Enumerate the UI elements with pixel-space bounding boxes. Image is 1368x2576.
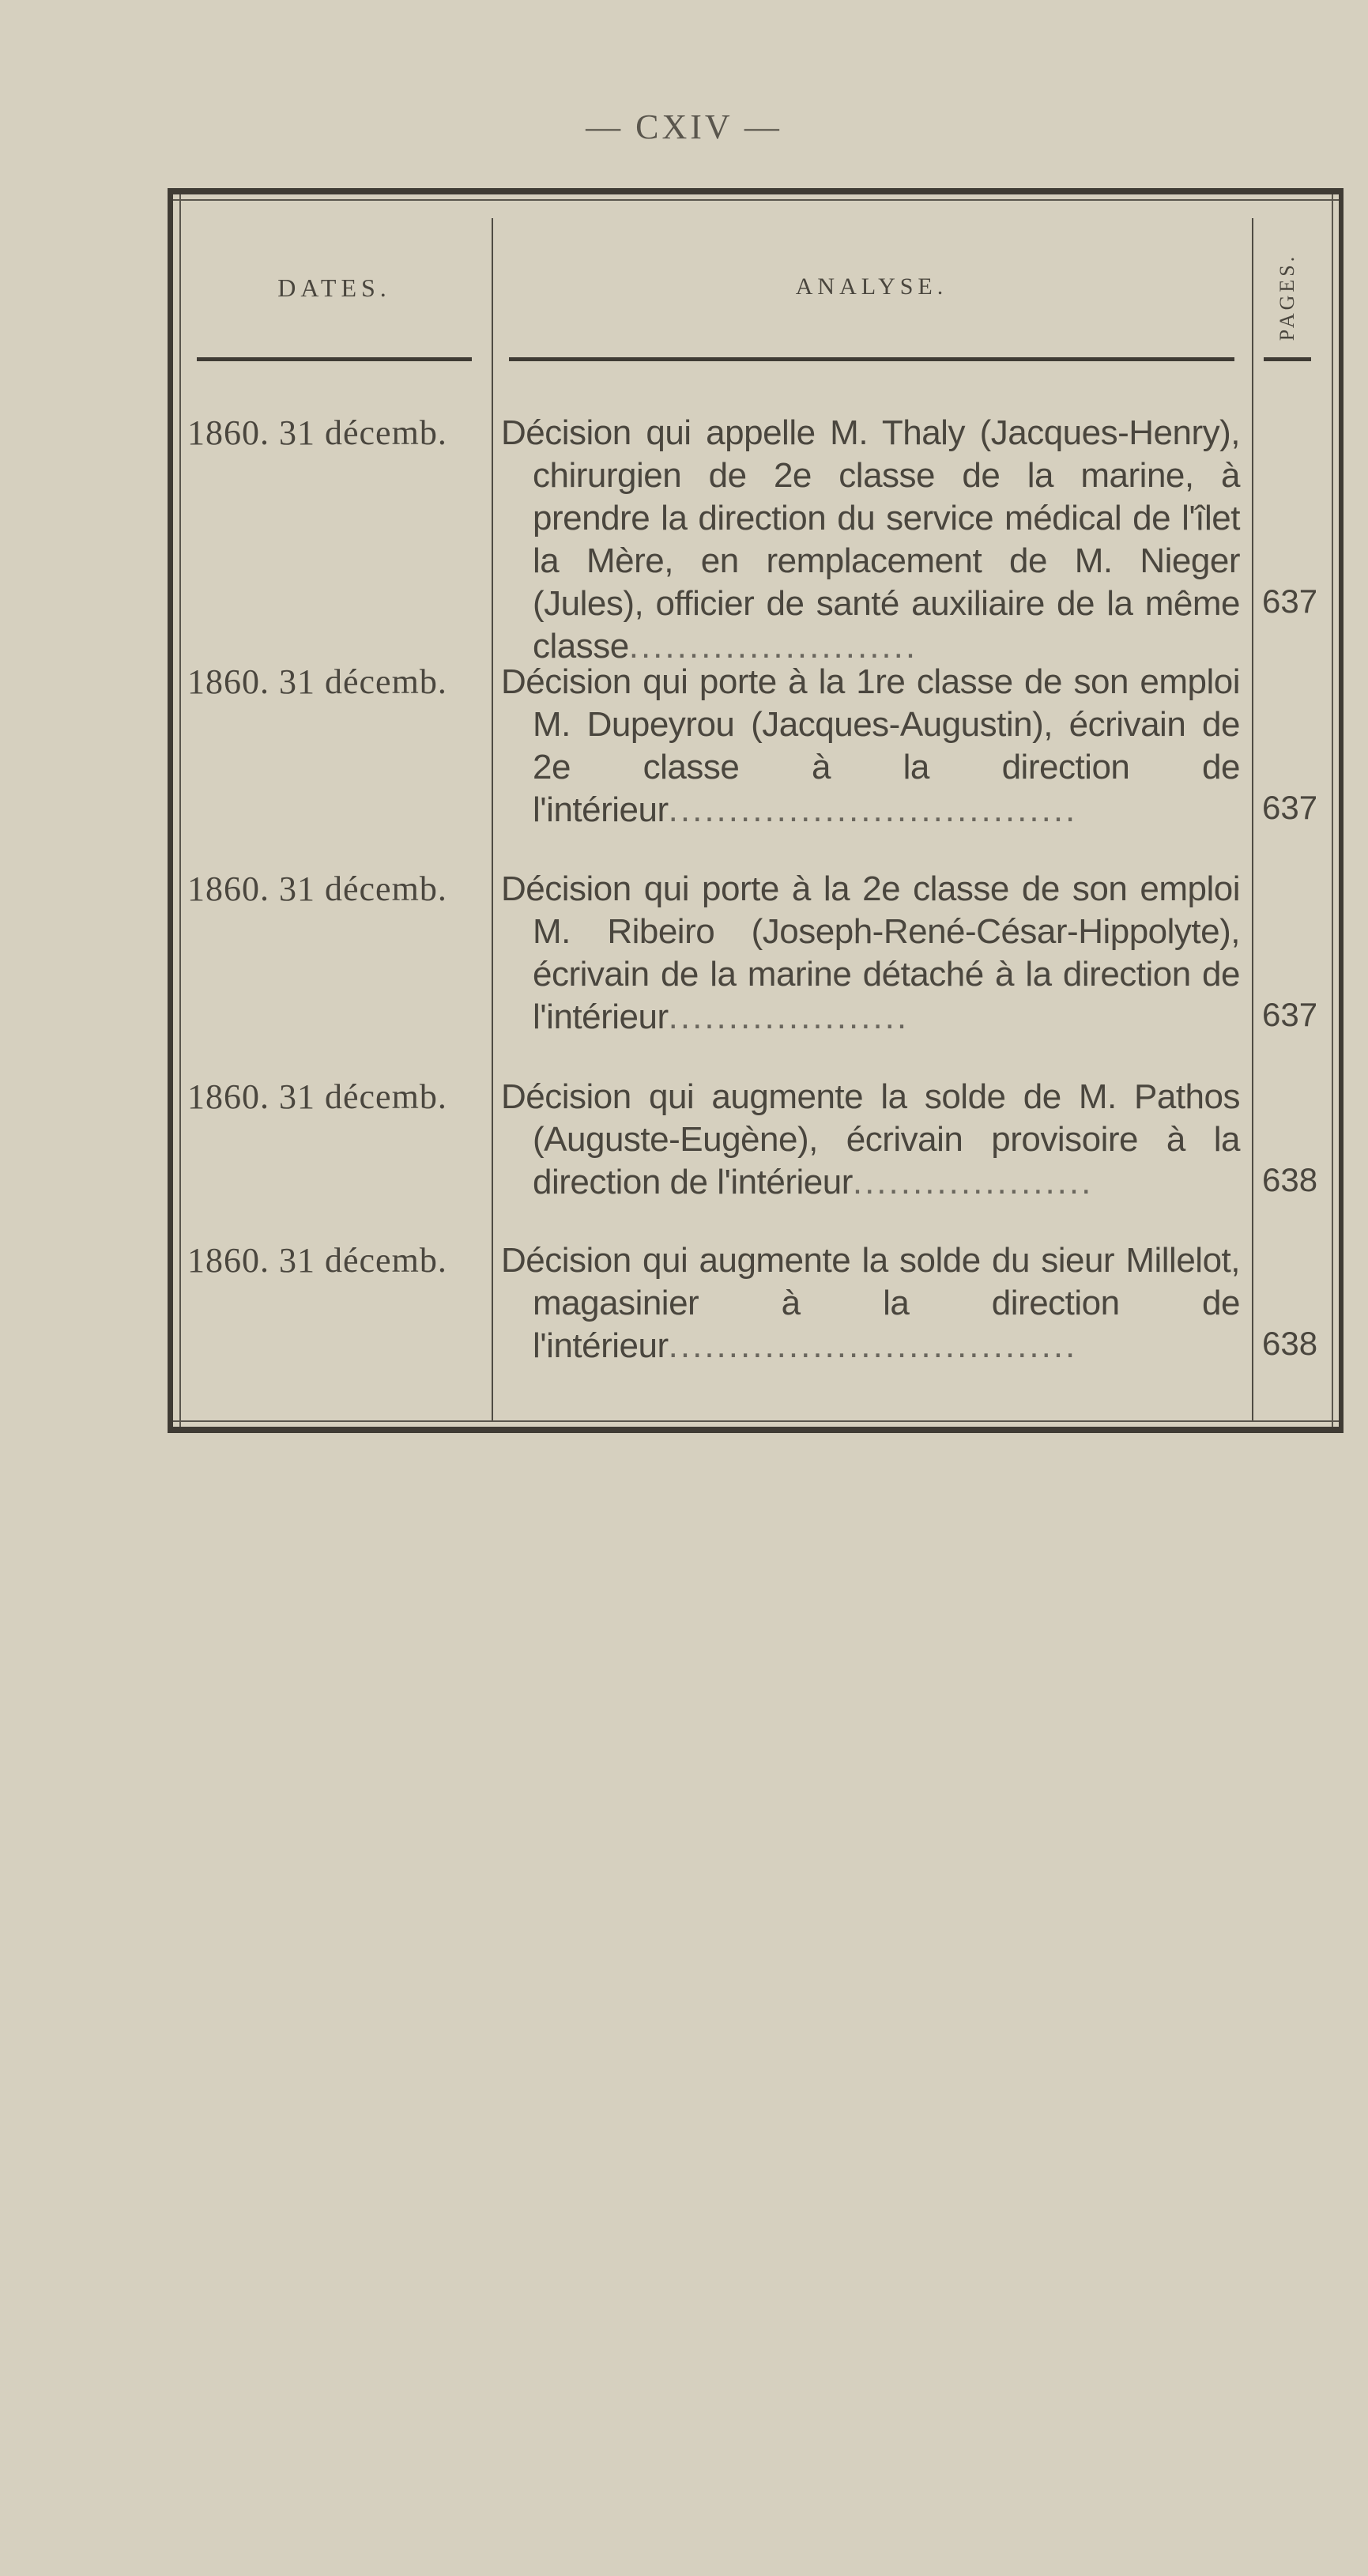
inner-rule-right <box>1332 194 1333 1427</box>
inner-rule-left <box>179 194 181 1427</box>
row-page: 637 <box>1262 996 1318 1033</box>
dot-leader: .................................. <box>668 790 1078 829</box>
column-header-analyse: ANALYSE. <box>795 273 948 300</box>
inner-rule-top <box>173 199 1339 201</box>
row-page: 638 <box>1262 1325 1318 1362</box>
dot-leader: .................... <box>852 1163 1094 1201</box>
row-analysis-text: Décision qui augmente la solde de M. Pathos (Auguste-Eugène), écrivain provisoire à la direction de l'intérieur <box>501 1077 1240 1201</box>
row-date: 1860. 31 décemb. <box>187 413 447 452</box>
row-analysis-text: Décision qui porte à la 2e classe de son emploi M. Ribeiro (Joseph-René-César-Hippolyte), écrivain de la marine détaché à la direction de l'intérieur <box>501 869 1240 1036</box>
dot-leader: ........................ <box>628 627 918 666</box>
row-analysis <box>501 868 1240 1039</box>
row-analysis <box>501 412 1240 668</box>
row-page: 637 <box>1262 789 1318 826</box>
row-page: 638 <box>1262 1161 1318 1198</box>
row-date: 1860. 31 décemb. <box>187 1077 447 1116</box>
row-analysis-text: Décision qui appelle M. Thaly (Jacques-Henry), chirurgien de 2e classe de la marine, à prendre la direction du service médical de l'îlet la Mère, en remplacement de M. Nieger (Jules), officier de santé auxiliaire de la même classe <box>501 413 1240 666</box>
header-rule-pages <box>1264 357 1311 361</box>
column-divider-dates <box>492 218 493 1420</box>
row-analysis <box>501 661 1240 832</box>
row-page: 637 <box>1262 583 1318 620</box>
dot-leader: .................... <box>668 998 910 1036</box>
row-date: 1860. 31 décemb. <box>187 662 447 701</box>
column-divider-pages <box>1252 218 1253 1420</box>
row-analysis <box>501 1239 1240 1367</box>
column-header-pages-label: PAGES. <box>1276 253 1298 341</box>
row-analysis <box>501 1076 1240 1204</box>
page-header: — CXIV — <box>586 107 782 146</box>
dot-leader: .................................. <box>668 1326 1078 1365</box>
row-date: 1860. 31 décemb. <box>187 869 447 908</box>
row-analysis-text: Décision qui porte à la 1re classe de son emploi M. Dupeyrou (Jacques-Augustin), écrivain de 2e classe à la direction de l'intérieur <box>501 662 1240 829</box>
header-rule-analyse <box>509 357 1234 361</box>
column-header-pages <box>1268 242 1307 353</box>
row-analysis-text: Décision qui augmente la solde du sieur Millelot, magasinier à la direction de l'intérieur <box>501 1241 1240 1365</box>
index-table <box>168 188 1344 1433</box>
inner-rule-bottom <box>173 1420 1339 1422</box>
column-header-dates: DATES. <box>277 273 391 302</box>
header-rule-dates <box>197 357 472 361</box>
row-date: 1860. 31 décemb. <box>187 1241 447 1280</box>
